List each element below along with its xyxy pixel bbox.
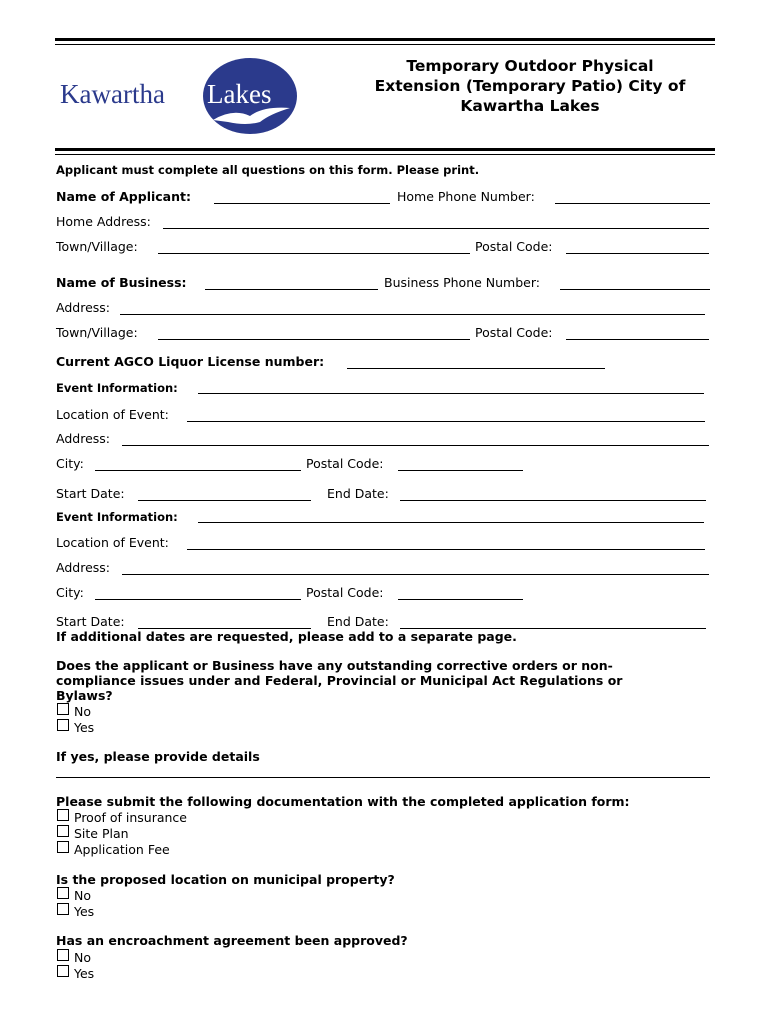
event-1-city-field[interactable] <box>95 470 301 471</box>
event-1-end-label: End Date: <box>327 486 389 501</box>
kawartha-lakes-logo <box>58 56 308 136</box>
event-1-postal-field[interactable] <box>398 470 523 471</box>
home-address-field[interactable] <box>163 228 709 229</box>
form-title <box>340 56 720 116</box>
site-plan-checkbox[interactable] <box>57 825 69 837</box>
applicant-name-field[interactable] <box>214 203 390 204</box>
event-2-info-field[interactable] <box>198 522 704 523</box>
header-rule-thin <box>55 44 715 45</box>
q1-no-checkbox[interactable] <box>57 703 69 715</box>
proof-of-insurance-label: Proof of insurance <box>74 810 187 825</box>
business-address-label: Address: <box>56 300 110 315</box>
event-2-end-label: End Date: <box>327 614 389 629</box>
business-postal-field[interactable] <box>566 339 709 340</box>
event-2-info-label: Event Information: <box>56 510 178 524</box>
q2-label: Is the proposed location on municipal property? <box>56 872 395 887</box>
docs-label: Please submit the following documentation with the completed application form: <box>56 794 630 809</box>
event-2-location-label: Location of Event: <box>56 535 169 550</box>
event-1-info-field[interactable] <box>198 393 704 394</box>
q1-line-2: compliance issues under and Federal, Provincial or Municipal Act Regulations or <box>56 673 623 688</box>
q1-yes-label: Yes <box>74 720 95 735</box>
title-rule-thick <box>55 148 715 151</box>
home-phone-field[interactable] <box>555 203 710 204</box>
business-town-field[interactable] <box>158 339 470 340</box>
home-phone-label: Home Phone Number: <box>397 189 535 204</box>
header-rule-thick <box>55 38 715 41</box>
applicant-postal-label: Postal Code: <box>475 239 553 254</box>
event-2-postal-label: Postal Code: <box>306 585 384 600</box>
q3-no-label: No <box>74 950 91 965</box>
logo-word-lakes: Lakes <box>207 79 272 109</box>
event-1-location-field[interactable] <box>187 421 705 422</box>
applicant-town-field[interactable] <box>158 253 470 254</box>
agco-label: Current AGCO Liquor License number: <box>56 354 325 369</box>
business-name-field[interactable] <box>205 289 378 290</box>
q1-no-label: No <box>74 704 91 719</box>
business-town-label: Town/Village: <box>56 325 138 340</box>
event-1-start-label: Start Date: <box>56 486 125 501</box>
event-1-address-label: Address: <box>56 431 110 446</box>
event-1-location-label: Location of Event: <box>56 407 169 422</box>
q3-no-checkbox[interactable] <box>57 949 69 961</box>
additional-dates-note: If additional dates are requested, please add to a separate page. <box>56 629 517 644</box>
details-label: If yes, please provide details <box>56 749 260 764</box>
instruction-text: Applicant must complete all questions on this form. Please print. <box>56 163 480 177</box>
q1-line-3: Bylaws? <box>56 688 113 703</box>
event-1-info-label: Event Information: <box>56 381 178 395</box>
event-2-address-field[interactable] <box>122 574 709 575</box>
applicant-town-label: Town/Village: <box>56 239 138 254</box>
site-plan-label: Site Plan <box>74 826 129 841</box>
title-rule-thin <box>55 154 715 155</box>
home-address-label: Home Address: <box>56 214 151 229</box>
applicant-postal-field[interactable] <box>566 253 709 254</box>
event-2-address-label: Address: <box>56 560 110 575</box>
event-1-end-field[interactable] <box>400 500 706 501</box>
event-2-start-label: Start Date: <box>56 614 125 629</box>
q2-no-label: No <box>74 888 91 903</box>
event-1-address-field[interactable] <box>122 445 709 446</box>
q1-line-1: Does the applicant or Business have any outstanding corrective orders or non- <box>56 658 613 673</box>
event-1-start-field[interactable] <box>138 500 311 501</box>
business-name-label: Name of Business: <box>56 275 187 290</box>
event-2-location-field[interactable] <box>187 549 705 550</box>
event-2-city-field[interactable] <box>95 599 301 600</box>
q3-yes-checkbox[interactable] <box>57 965 69 977</box>
business-phone-label: Business Phone Number: <box>384 275 540 290</box>
applicant-name-label: Name of Applicant: <box>56 189 191 204</box>
agco-field[interactable] <box>347 368 605 369</box>
title-line-1: Temporary Outdoor Physical <box>406 57 654 75</box>
q1-yes-checkbox[interactable] <box>57 719 69 731</box>
q2-no-checkbox[interactable] <box>57 887 69 899</box>
event-1-postal-label: Postal Code: <box>306 456 384 471</box>
business-postal-label: Postal Code: <box>475 325 553 340</box>
details-field[interactable] <box>56 777 710 778</box>
q3-yes-label: Yes <box>74 966 95 981</box>
q2-yes-checkbox[interactable] <box>57 903 69 915</box>
title-line-2: Extension (Temporary Patio) City of <box>374 77 686 95</box>
logo-word-kawartha: Kawartha <box>60 79 165 109</box>
title-line-3: Kawartha Lakes <box>460 97 600 115</box>
event-2-postal-field[interactable] <box>398 599 523 600</box>
event-1-city-label: City: <box>56 456 84 471</box>
event-2-city-label: City: <box>56 585 84 600</box>
q2-yes-label: Yes <box>74 904 95 919</box>
q3-label: Has an encroachment agreement been approved? <box>56 933 408 948</box>
business-phone-field[interactable] <box>560 289 710 290</box>
business-address-field[interactable] <box>120 314 705 315</box>
proof-of-insurance-checkbox[interactable] <box>57 809 69 821</box>
application-fee-checkbox[interactable] <box>57 841 69 853</box>
application-fee-label: Application Fee <box>74 842 170 857</box>
